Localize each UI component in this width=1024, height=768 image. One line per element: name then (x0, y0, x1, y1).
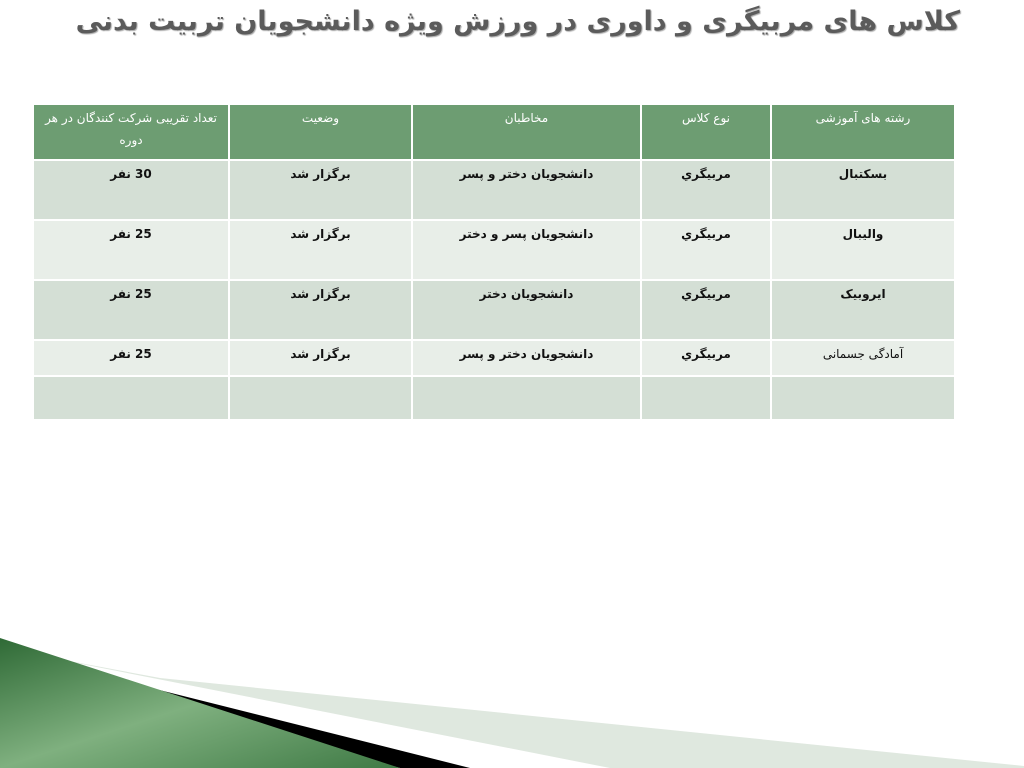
cell-status: برگزار شد (229, 280, 412, 340)
cell-empty (641, 376, 771, 420)
cell-status: برگزار شد (229, 340, 412, 376)
cell-class-type: مربيگري (641, 160, 771, 220)
cell-field: بسکتبال (771, 160, 955, 220)
corner-decoration (0, 638, 1024, 768)
cell-empty (412, 376, 641, 420)
header-field: رشته های آموزشی (771, 104, 955, 160)
cell-participants: 25 نفر (33, 280, 229, 340)
cell-class-type: مربيگري (641, 340, 771, 376)
table-row (33, 160, 955, 220)
cell-empty (229, 376, 412, 420)
cell-status: برگزار شد (229, 160, 412, 220)
cell-status: برگزار شد (229, 220, 412, 280)
cell-class-type: مربيگري (641, 280, 771, 340)
cell-field: ایروبیک (771, 280, 955, 340)
header-status: وضعیت (229, 104, 412, 160)
cell-audience: دانشجویان دختر و پسر (412, 160, 641, 220)
cell-audience: دانشجویان دختر و پسر (412, 340, 641, 376)
table-row (33, 220, 955, 280)
cell-audience: دانشجویان پسر و دختر (412, 220, 641, 280)
cell-field: آمادگی جسمانی (771, 340, 955, 376)
table-container (32, 103, 954, 421)
cell-field: والیبال (771, 220, 955, 280)
table-row-empty (33, 376, 955, 420)
cell-participants: 30 نفر (33, 160, 229, 220)
cell-audience: دانشجویان دختر (412, 280, 641, 340)
cell-empty (771, 376, 955, 420)
cell-class-type: مربيگري (641, 220, 771, 280)
cell-participants: 25 نفر (33, 220, 229, 280)
courses-table (32, 103, 956, 421)
slide-title: کلاس های مربیگری و داوری در ورزش ویژه دانشجویان تربیت بدنی (75, 6, 960, 37)
header-participants: تعداد تقریبی شرکت کنندگان در هر دوره (33, 104, 229, 160)
header-audience: مخاطبان (412, 104, 641, 160)
table-row (33, 280, 955, 340)
cell-empty (33, 376, 229, 420)
table-row (33, 340, 955, 376)
cell-participants: 25 نفر (33, 340, 229, 376)
table-header-row (33, 104, 955, 160)
header-class-type: نوع کلاس (641, 104, 771, 160)
